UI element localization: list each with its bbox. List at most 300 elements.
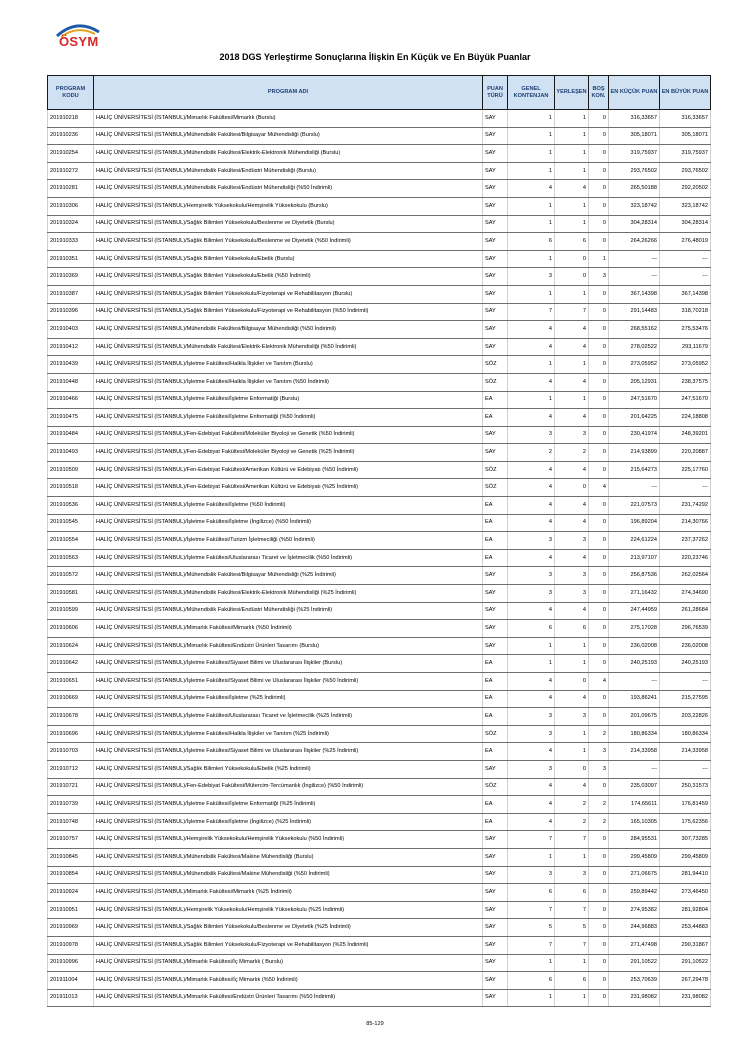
cell-program-name: HALİÇ ÜNİVERSİTESİ (İSTANBUL)/İşletme Fakültesi/İşletme (%25 İndirimli)	[94, 690, 483, 708]
cell-max-score: 304,28314	[660, 215, 711, 233]
cell-score-type: EA	[483, 391, 508, 409]
cell-program-name: HALİÇ ÜNİVERSİTESİ (İSTANBUL)/İşletme Fakültesi/Uluslararası Ticaret ve İşletmecilik (%25 İndirimli)	[94, 708, 483, 726]
table-row	[48, 637, 711, 655]
cell-max-score: 203,22826	[660, 708, 711, 726]
cell-min-score: 214,33958	[609, 743, 660, 761]
cell-program-code: 201910996	[48, 954, 94, 972]
cell-program-code: 201910599	[48, 602, 94, 620]
cell-program-name: HALİÇ ÜNİVERSİTESİ (İSTANBUL)/Mühendislik Fakültesi/Bilgisayar Mühendisliği (%50 İndirimli)	[94, 321, 483, 339]
cell-empty-quota: 2	[589, 725, 609, 743]
table-row	[48, 936, 711, 954]
table-row	[48, 180, 711, 198]
cell-program-code: 201910978	[48, 936, 94, 954]
cell-min-score: 247,51670	[609, 391, 660, 409]
cell-program-code: 201910642	[48, 655, 94, 673]
cell-max-score: 225,17760	[660, 461, 711, 479]
cell-general-quota: 4	[508, 673, 555, 691]
cell-placed: 4	[555, 602, 589, 620]
cell-score-type: SAY	[483, 620, 508, 638]
cell-program-code: 201910924	[48, 884, 94, 902]
table-row	[48, 673, 711, 691]
cell-score-type: SAY	[483, 110, 508, 128]
cell-min-score: 319,75937	[609, 145, 660, 163]
cell-program-code: 201910581	[48, 585, 94, 603]
cell-placed: 1	[555, 197, 589, 215]
cell-min-score: 205,12931	[609, 373, 660, 391]
cell-general-quota: 4	[508, 338, 555, 356]
table-row	[48, 690, 711, 708]
column-header-program-code: PROGRAM KODU	[48, 76, 94, 110]
cell-general-quota: 3	[508, 760, 555, 778]
cell-empty-quota: 0	[589, 655, 609, 673]
cell-general-quota: 4	[508, 321, 555, 339]
cell-min-score: 201,64225	[609, 409, 660, 427]
cell-placed: 3	[555, 567, 589, 585]
cell-placed: 1	[555, 110, 589, 128]
cell-program-name: HALİÇ ÜNİVERSİTESİ (İSTANBUL)/İşletme Fakültesi/Siyaset Bilimi ve Uluslararası İlişkiler (%50 İndirimli)	[94, 673, 483, 691]
table-row	[48, 743, 711, 761]
cell-min-score: 367,14398	[609, 285, 660, 303]
cell-program-name: HALİÇ ÜNİVERSİTESİ (İSTANBUL)/Mühendislik Fakültesi/Endüstri Mühendisliği (Burslu)	[94, 162, 483, 180]
table-body	[48, 110, 711, 1007]
cell-score-type: SAY	[483, 145, 508, 163]
cell-score-type: EA	[483, 514, 508, 532]
cell-max-score: 296,76539	[660, 620, 711, 638]
cell-score-type: SAY	[483, 901, 508, 919]
cell-program-code: 201910563	[48, 549, 94, 567]
cell-empty-quota: 0	[589, 110, 609, 128]
table-row	[48, 620, 711, 638]
cell-program-name: HALİÇ ÜNİVERSİTESİ (İSTANBUL)/Mimarlık Fakültesi/Endüstri Ürünleri Tasarımı (%50 İndirimli)	[94, 989, 483, 1007]
cell-min-score: 180,86334	[609, 725, 660, 743]
cell-program-name: HALİÇ ÜNİVERSİTESİ (İSTANBUL)/Sağlık Bilimleri Yüksekokulu/Beslenme ve Diyetetik (%25 İndirimli)	[94, 919, 483, 937]
cell-score-type: EA	[483, 497, 508, 515]
table-row	[48, 250, 711, 268]
logo-text: ÖSYM	[59, 34, 99, 49]
cell-min-score: 323,18742	[609, 197, 660, 215]
cell-empty-quota: 0	[589, 426, 609, 444]
cell-general-quota: 1	[508, 848, 555, 866]
cell-score-type: EA	[483, 532, 508, 550]
cell-placed: 1	[555, 637, 589, 655]
cell-program-code: 201910951	[48, 901, 94, 919]
cell-program-name: HALİÇ ÜNİVERSİTESİ (İSTANBUL)/Mühendislik Fakültesi/Endüstri Mühendisliği (%50 İndirimli)	[94, 180, 483, 198]
cell-max-score: 231,74292	[660, 497, 711, 515]
cell-general-quota: 3	[508, 725, 555, 743]
cell-program-code: 201910272	[48, 162, 94, 180]
cell-program-code: 201910281	[48, 180, 94, 198]
cell-program-name: HALİÇ ÜNİVERSİTESİ (İSTANBUL)/İşletme Fakültesi/İşletme (%50 İndirimli)	[94, 497, 483, 515]
cell-program-name: HALİÇ ÜNİVERSİTESİ (İSTANBUL)/Fen-Edebiyat Fakültesi/Amerikan Kültürü ve Edebiyatı (%25 İndirimli)	[94, 479, 483, 497]
cell-placed: 4	[555, 321, 589, 339]
cell-program-code: 201910439	[48, 356, 94, 374]
cell-program-name: HALİÇ ÜNİVERSİTESİ (İSTANBUL)/Fen-Edebiyat Fakültesi/Mütercim-Tercümanlık (İngilizce) (%50 İndirimli)	[94, 778, 483, 796]
cell-general-quota: 4	[508, 479, 555, 497]
cell-program-name: HALİÇ ÜNİVERSİTESİ (İSTANBUL)/İşletme Fakültesi/Halkla İlişkiler ve Tanıtım (%50 İndirimli)	[94, 373, 483, 391]
cell-empty-quota: 0	[589, 514, 609, 532]
cell-score-type: SAY	[483, 585, 508, 603]
cell-empty-quota: 0	[589, 901, 609, 919]
cell-program-code: 201910624	[48, 637, 94, 655]
table-row	[48, 110, 711, 128]
cell-general-quota: 3	[508, 532, 555, 550]
cell-min-score: 253,70639	[609, 972, 660, 990]
cell-score-type: SAY	[483, 989, 508, 1007]
cell-placed: 6	[555, 233, 589, 251]
cell-empty-quota: 0	[589, 303, 609, 321]
cell-min-score: 247,44959	[609, 602, 660, 620]
cell-program-code: 201911013	[48, 989, 94, 1007]
cell-score-type: SAY	[483, 321, 508, 339]
table-row	[48, 866, 711, 884]
cell-max-score: 176,81459	[660, 796, 711, 814]
cell-empty-quota: 0	[589, 620, 609, 638]
cell-min-score: 264,26266	[609, 233, 660, 251]
cell-placed: 3	[555, 532, 589, 550]
table-row	[48, 708, 711, 726]
cell-placed: 7	[555, 303, 589, 321]
cell-general-quota: 7	[508, 303, 555, 321]
column-header-max-score: EN BÜYÜK PUAN	[660, 76, 711, 110]
cell-general-quota: 7	[508, 936, 555, 954]
cell-max-score: 291,10522	[660, 954, 711, 972]
cell-program-code: 201910333	[48, 233, 94, 251]
cell-score-type: SAY	[483, 831, 508, 849]
cell-general-quota: 6	[508, 233, 555, 251]
cell-placed: 1	[555, 725, 589, 743]
table-row	[48, 919, 711, 937]
cell-general-quota: 4	[508, 690, 555, 708]
cell-program-code: 201910554	[48, 532, 94, 550]
column-header-empty-quota: BOŞ KON.	[589, 76, 609, 110]
cell-empty-quota: 0	[589, 708, 609, 726]
cell-score-type: SAY	[483, 285, 508, 303]
cell-placed: 4	[555, 461, 589, 479]
cell-general-quota: 3	[508, 585, 555, 603]
cell-empty-quota: 0	[589, 919, 609, 937]
cell-program-code: 201910969	[48, 919, 94, 937]
cell-min-score: 230,41974	[609, 426, 660, 444]
cell-score-type: EA	[483, 409, 508, 427]
cell-program-name: HALİÇ ÜNİVERSİTESİ (İSTANBUL)/İşletme Fakültesi/İşletme Enformatiği (%25 İndirimli)	[94, 796, 483, 814]
cell-program-name: HALİÇ ÜNİVERSİTESİ (İSTANBUL)/Mimarlık Fakültesi/Mimarlık (%50 İndirimli)	[94, 620, 483, 638]
cell-program-code: 201910703	[48, 743, 94, 761]
cell-score-type: SÖZ	[483, 356, 508, 374]
page-title: 2018 DGS Yerleştirme Sonuçlarına İlişkin En Küçük ve En Büyük Puanlar	[219, 52, 531, 62]
cell-placed: 0	[555, 760, 589, 778]
cell-score-type: SAY	[483, 919, 508, 937]
cell-program-name: HALİÇ ÜNİVERSİTESİ (İSTANBUL)/Hemşirelik Yüksekokulu/Hemşirelik Yüksekokulu (%50 İndirimli)	[94, 831, 483, 849]
cell-program-name: HALİÇ ÜNİVERSİTESİ (İSTANBUL)/Fen-Edebiyat Fakültesi/Moleküler Biyoloji ve Genetik (%50 İndirimli)	[94, 426, 483, 444]
cell-score-type: EA	[483, 673, 508, 691]
cell-program-name: HALİÇ ÜNİVERSİTESİ (İSTANBUL)/Mühendislik Fakültesi/Bilgisayar Mühendisliği (Burslu)	[94, 127, 483, 145]
cell-max-score: ---	[660, 268, 711, 286]
cell-program-name: HALİÇ ÜNİVERSİTESİ (İSTANBUL)/Mimarlık Fakültesi/Mimarlık (Burslu)	[94, 110, 483, 128]
cell-placed: 6	[555, 884, 589, 902]
table-row	[48, 725, 711, 743]
cell-empty-quota: 4	[589, 479, 609, 497]
column-header-program-name: PROGRAM ADI	[94, 76, 483, 110]
cell-general-quota: 4	[508, 514, 555, 532]
cell-general-quota: 4	[508, 813, 555, 831]
cell-general-quota: 1	[508, 637, 555, 655]
cell-program-name: HALİÇ ÜNİVERSİTESİ (İSTANBUL)/Sağlık Bilimleri Yüksekokulu/Ebelik (Burslu)	[94, 250, 483, 268]
cell-empty-quota: 0	[589, 954, 609, 972]
table-row	[48, 321, 711, 339]
cell-min-score: 278,02522	[609, 338, 660, 356]
cell-max-score: 180,86334	[660, 725, 711, 743]
cell-max-score: 323,18742	[660, 197, 711, 215]
cell-min-score: 284,95531	[609, 831, 660, 849]
table-row	[48, 497, 711, 515]
cell-placed: 6	[555, 620, 589, 638]
cell-max-score: 273,05952	[660, 356, 711, 374]
cell-empty-quota: 0	[589, 602, 609, 620]
cell-score-type: SAY	[483, 637, 508, 655]
cell-min-score: 231,98082	[609, 989, 660, 1007]
cell-max-score: 261,28684	[660, 602, 711, 620]
cell-general-quota: 1	[508, 954, 555, 972]
cell-max-score: 281,94410	[660, 866, 711, 884]
cell-empty-quota: 0	[589, 180, 609, 198]
cell-program-name: HALİÇ ÜNİVERSİTESİ (İSTANBUL)/İşletme Fakültesi/Siyaset Bilimi ve Uluslararası İlişkiler (%25 İndirimli)	[94, 743, 483, 761]
cell-max-score: 237,37262	[660, 532, 711, 550]
cell-program-name: HALİÇ ÜNİVERSİTESİ (İSTANBUL)/İşletme Fakültesi/İşletme Enformatiği (Burslu)	[94, 391, 483, 409]
table-row	[48, 549, 711, 567]
cell-placed: 1	[555, 655, 589, 673]
cell-max-score: 238,37575	[660, 373, 711, 391]
cell-max-score: 367,14398	[660, 285, 711, 303]
cell-empty-quota: 0	[589, 637, 609, 655]
cell-placed: 1	[555, 215, 589, 233]
cell-max-score: 214,30766	[660, 514, 711, 532]
cell-max-score: 276,48019	[660, 233, 711, 251]
cell-min-score: 215,64273	[609, 461, 660, 479]
cell-max-score: 224,18808	[660, 409, 711, 427]
cell-program-name: HALİÇ ÜNİVERSİTESİ (İSTANBUL)/İşletme Fakültesi/Siyaset Bilimi ve Uluslararası İlişkiler (Burslu)	[94, 655, 483, 673]
cell-max-score: 253,44883	[660, 919, 711, 937]
cell-min-score: 271,47498	[609, 936, 660, 954]
cell-empty-quota: 0	[589, 936, 609, 954]
cell-program-name: HALİÇ ÜNİVERSİTESİ (İSTANBUL)/Mühendislik Fakültesi/Elektrik-Elektronik Mühendisliği (Burslu)	[94, 145, 483, 163]
cell-min-score: 265,50188	[609, 180, 660, 198]
cell-score-type: SAY	[483, 197, 508, 215]
cell-min-score: 244,96883	[609, 919, 660, 937]
cell-min-score: 291,14483	[609, 303, 660, 321]
cell-min-score: 291,10522	[609, 954, 660, 972]
cell-program-code: 201910757	[48, 831, 94, 849]
cell-score-type: EA	[483, 655, 508, 673]
cell-empty-quota: 0	[589, 162, 609, 180]
cell-max-score: 299,45809	[660, 848, 711, 866]
cell-placed: 7	[555, 901, 589, 919]
cell-placed: 3	[555, 866, 589, 884]
cell-score-type: SÖZ	[483, 373, 508, 391]
cell-empty-quota: 0	[589, 197, 609, 215]
cell-max-score: 220,23746	[660, 549, 711, 567]
column-header-placed: YERLEŞEN	[555, 76, 589, 110]
cell-placed: 3	[555, 426, 589, 444]
cell-program-name: HALİÇ ÜNİVERSİTESİ (İSTANBUL)/İşletme Fakültesi/İşletme Enformatiği (%50 İndirimli)	[94, 409, 483, 427]
cell-placed: 1	[555, 954, 589, 972]
cell-empty-quota: 0	[589, 461, 609, 479]
cell-placed: 4	[555, 180, 589, 198]
cell-empty-quota: 0	[589, 215, 609, 233]
cell-min-score: 201,09675	[609, 708, 660, 726]
cell-program-name: HALİÇ ÜNİVERSİTESİ (İSTANBUL)/İşletme Fakültesi/Uluslararası Ticaret ve İşletmecilik (%50 İndirimli)	[94, 549, 483, 567]
cell-program-name: HALİÇ ÜNİVERSİTESİ (İSTANBUL)/Mimarlık Fakültesi/Mimarlık (%25 İndirimli)	[94, 884, 483, 902]
cell-program-code: 201910651	[48, 673, 94, 691]
page-number: 85-129	[366, 1021, 384, 1027]
cell-program-name: HALİÇ ÜNİVERSİTESİ (İSTANBUL)/İşletme Fakültesi/Halkla İlişkiler ve Tanıtım (%25 İndirimli)	[94, 725, 483, 743]
cell-program-name: HALİÇ ÜNİVERSİTESİ (İSTANBUL)/Sağlık Bilimleri Yüksekokulu/Fizyoterapi ve Rehabilitasyon (%50 İndirimli)	[94, 303, 483, 321]
cell-general-quota: 1	[508, 197, 555, 215]
table-row	[48, 514, 711, 532]
cell-program-code: 201910448	[48, 373, 94, 391]
cell-min-score: 213,97107	[609, 549, 660, 567]
cell-empty-quota: 3	[589, 743, 609, 761]
cell-empty-quota: 4	[589, 673, 609, 691]
cell-empty-quota: 0	[589, 866, 609, 884]
cell-min-score: 305,18071	[609, 127, 660, 145]
table-row	[48, 602, 711, 620]
cell-max-score: 274,34690	[660, 585, 711, 603]
cell-score-type: SAY	[483, 884, 508, 902]
cell-placed: 4	[555, 373, 589, 391]
cell-empty-quota: 0	[589, 567, 609, 585]
cell-general-quota: 3	[508, 268, 555, 286]
cell-empty-quota: 0	[589, 409, 609, 427]
cell-max-score: 250,31573	[660, 778, 711, 796]
cell-min-score: 256,87536	[609, 567, 660, 585]
cell-score-type: EA	[483, 743, 508, 761]
cell-general-quota: 1	[508, 215, 555, 233]
cell-min-score: 240,25193	[609, 655, 660, 673]
table-row	[48, 532, 711, 550]
cell-program-code: 201910493	[48, 444, 94, 462]
cell-general-quota: 1	[508, 356, 555, 374]
cell-placed: 0	[555, 673, 589, 691]
table-row	[48, 356, 711, 374]
cell-program-code: 201910545	[48, 514, 94, 532]
cell-score-type: EA	[483, 549, 508, 567]
cell-program-name: HALİÇ ÜNİVERSİTESİ (İSTANBUL)/Mühendislik Fakültesi/Bilgisayar Mühendisliği (%25 İndirimli)	[94, 567, 483, 585]
cell-max-score: 214,33958	[660, 743, 711, 761]
cell-general-quota: 3	[508, 708, 555, 726]
cell-program-code: 201910854	[48, 866, 94, 884]
table-row	[48, 831, 711, 849]
cell-max-score: 220,20887	[660, 444, 711, 462]
table-row	[48, 972, 711, 990]
table-row	[48, 285, 711, 303]
cell-placed: 1	[555, 285, 589, 303]
cell-score-type: SÖZ	[483, 778, 508, 796]
cell-general-quota: 6	[508, 884, 555, 902]
cell-score-type: SAY	[483, 866, 508, 884]
cell-general-quota: 1	[508, 285, 555, 303]
cell-placed: 5	[555, 919, 589, 937]
cell-program-name: HALİÇ ÜNİVERSİTESİ (İSTANBUL)/Sağlık Bilimleri Yüksekokulu/Beslenme ve Diyetetik (%50 İndirimli)	[94, 233, 483, 251]
cell-general-quota: 1	[508, 655, 555, 673]
cell-general-quota: 5	[508, 919, 555, 937]
cell-program-name: HALİÇ ÜNİVERSİTESİ (İSTANBUL)/İşletme Fakültesi/Halkla İlişkiler ve Tanıtım (Burslu)	[94, 356, 483, 374]
table-row	[48, 426, 711, 444]
cell-empty-quota: 0	[589, 831, 609, 849]
cell-program-code: 201910254	[48, 145, 94, 163]
cell-program-name: HALİÇ ÜNİVERSİTESİ (İSTANBUL)/Fen-Edebiyat Fakültesi/Amerikan Kültürü ve Edebiyatı (%50 İndirimli)	[94, 461, 483, 479]
cell-max-score: 319,75937	[660, 145, 711, 163]
cell-empty-quota: 0	[589, 585, 609, 603]
table-row	[48, 567, 711, 585]
cell-general-quota: 1	[508, 162, 555, 180]
cell-placed: 7	[555, 936, 589, 954]
cell-empty-quota: 0	[589, 145, 609, 163]
cell-general-quota: 4	[508, 602, 555, 620]
cell-score-type: SAY	[483, 954, 508, 972]
cell-min-score: 273,05952	[609, 356, 660, 374]
cell-max-score: 262,02564	[660, 567, 711, 585]
cell-general-quota: 4	[508, 461, 555, 479]
cell-empty-quota: 1	[589, 250, 609, 268]
cell-general-quota: 6	[508, 620, 555, 638]
cell-min-score: 299,45809	[609, 848, 660, 866]
cell-program-name: HALİÇ ÜNİVERSİTESİ (İSTANBUL)/Mimarlık Fakültesi/İç Mimarlık ( Burslu)	[94, 954, 483, 972]
cell-program-code: 201910236	[48, 127, 94, 145]
table-row	[48, 848, 711, 866]
cell-score-type: SAY	[483, 338, 508, 356]
cell-score-type: SAY	[483, 444, 508, 462]
cell-program-code: 201910748	[48, 813, 94, 831]
cell-general-quota: 4	[508, 497, 555, 515]
table-row	[48, 373, 711, 391]
cell-general-quota: 1	[508, 989, 555, 1007]
cell-placed: 6	[555, 972, 589, 990]
cell-placed: 1	[555, 989, 589, 1007]
cell-max-score: 275,53476	[660, 321, 711, 339]
cell-general-quota: 3	[508, 866, 555, 884]
cell-general-quota: 4	[508, 743, 555, 761]
cell-empty-quota: 0	[589, 285, 609, 303]
cell-min-score: 221,07573	[609, 497, 660, 515]
table-row	[48, 655, 711, 673]
cell-program-name: HALİÇ ÜNİVERSİTESİ (İSTANBUL)/İşletme Fakültesi/Turizm İşletmeciliği (%50 İndirimli)	[94, 532, 483, 550]
table-row	[48, 954, 711, 972]
table-row	[48, 162, 711, 180]
cell-max-score: ---	[660, 479, 711, 497]
cell-program-name: HALİÇ ÜNİVERSİTESİ (İSTANBUL)/Hemşirelik Yüksekokulu/Hemşirelik Yüksekokulu (Burslu)	[94, 197, 483, 215]
table-row	[48, 461, 711, 479]
cell-max-score: 175,62356	[660, 813, 711, 831]
cell-placed: 4	[555, 778, 589, 796]
table-row	[48, 197, 711, 215]
cell-general-quota: 4	[508, 373, 555, 391]
cell-score-type: SAY	[483, 936, 508, 954]
column-header-min-score: EN KÜÇÜK PUAN	[609, 76, 660, 110]
cell-min-score: 236,02008	[609, 637, 660, 655]
cell-empty-quota: 0	[589, 884, 609, 902]
table-row	[48, 813, 711, 831]
cell-empty-quota: 0	[589, 338, 609, 356]
cell-program-code: 201910484	[48, 426, 94, 444]
table-row	[48, 268, 711, 286]
cell-max-score: 293,11679	[660, 338, 711, 356]
cell-max-score: ---	[660, 760, 711, 778]
cell-min-score: ---	[609, 268, 660, 286]
table-row	[48, 778, 711, 796]
cell-empty-quota: 0	[589, 778, 609, 796]
cell-score-type: SÖZ	[483, 461, 508, 479]
cell-max-score: 247,51670	[660, 391, 711, 409]
